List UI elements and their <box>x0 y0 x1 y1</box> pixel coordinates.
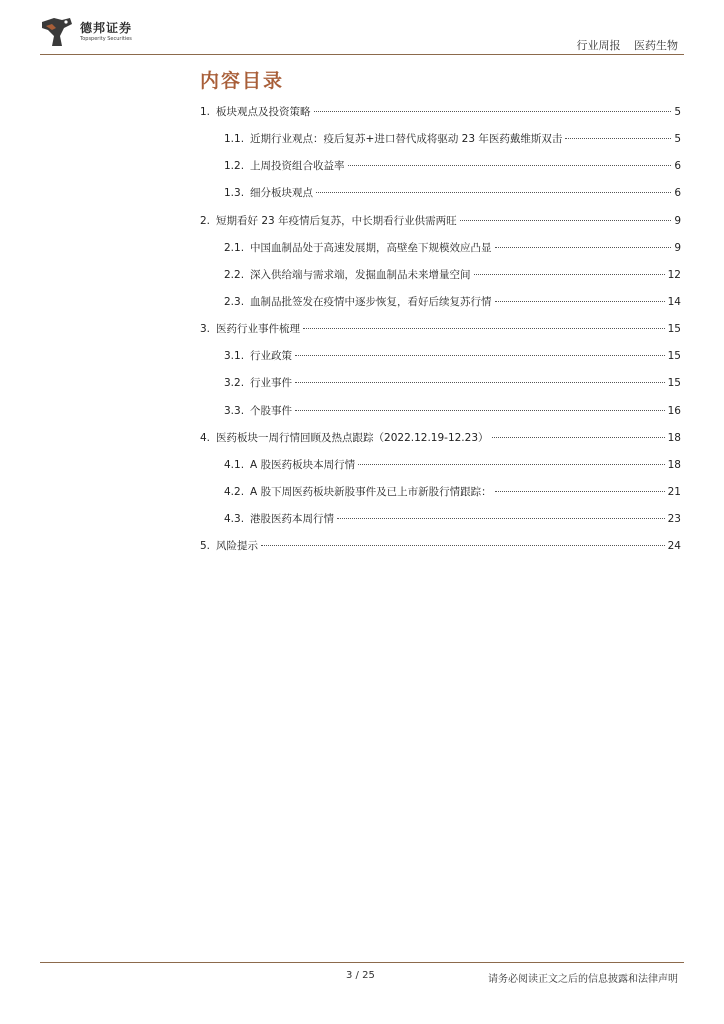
toc-entry-page: 15 <box>667 377 681 390</box>
toc-leader-dots <box>495 301 665 302</box>
toc-leader-dots <box>316 192 671 193</box>
table-of-contents <box>200 104 681 565</box>
toc-entry[interactable] <box>200 430 681 457</box>
toc-entry-number: 1. <box>200 106 211 118</box>
toc-leader-dots <box>295 355 665 356</box>
toc-entry-page: 16 <box>667 404 681 417</box>
company-name-en: Topsperity Securities <box>80 36 132 42</box>
toc-entry-page: 18 <box>667 431 681 444</box>
toc-entry-title: A 股下周医药板块新股事件及已上市新股行情跟踪： <box>250 485 492 498</box>
toc-leader-dots <box>358 464 665 465</box>
toc-entry-title: 中国血制品处于高速发展期，高壁垒下规模效应凸显 <box>250 241 492 254</box>
toc-entry-number: 4. <box>200 431 211 444</box>
toc-entry-title: 近期行业观点：疫后复苏+进口替代成将驱动 23 年医药戴维斯双击 <box>250 133 563 146</box>
toc-entry-title: A 股医药板块本周行情 <box>250 458 356 471</box>
toc-entry-page: 21 <box>667 485 681 498</box>
company-logo-icon <box>40 16 74 48</box>
toc-leader-dots <box>295 382 665 383</box>
toc-entry-title: 个股事件 <box>250 404 293 417</box>
toc-entry-number: 4.2. <box>224 485 245 498</box>
toc-title: 内容目录 <box>200 70 285 92</box>
toc-leader-dots <box>314 111 672 112</box>
toc-entry[interactable] <box>200 511 681 538</box>
report-header <box>577 37 679 53</box>
toc-entry-title: 行业政策 <box>250 350 293 363</box>
toc-entry-page: 14 <box>667 295 681 308</box>
toc-leader-dots <box>492 437 665 438</box>
toc-entry[interactable] <box>200 213 681 240</box>
toc-entry[interactable] <box>200 348 681 375</box>
toc-entry-number: 3.3. <box>224 404 245 417</box>
toc-entry-number: 4.3. <box>224 513 245 526</box>
toc-entry-page: 24 <box>667 540 681 553</box>
toc-entry-number: 2.1. <box>224 241 245 254</box>
toc-entry-page: 5 <box>674 106 681 118</box>
toc-entry-title: 医药行业事件梳理 <box>216 323 301 336</box>
toc-entry-title: 短期看好 23 年疫情后复苏，中长期看行业供需两旺 <box>216 214 457 227</box>
company-name-cn: 德邦证券 <box>80 21 133 35</box>
toc-entry-page: 15 <box>667 323 681 336</box>
toc-leader-dots <box>565 138 671 139</box>
header-divider <box>40 54 684 55</box>
toc-entry[interactable] <box>200 294 681 321</box>
toc-entry[interactable] <box>200 403 681 430</box>
toc-entry-number: 4.1. <box>224 458 245 471</box>
report-sector: 医药生物 <box>634 39 678 52</box>
toc-entry-title: 风险提示 <box>216 540 259 553</box>
toc-entry[interactable] <box>200 185 681 212</box>
toc-entry[interactable] <box>200 158 681 185</box>
toc-leader-dots <box>474 274 665 275</box>
toc-entry-number: 5. <box>200 540 211 553</box>
toc-entry-page: 6 <box>674 160 681 173</box>
company-logo <box>40 14 140 50</box>
toc-entry[interactable] <box>200 240 681 267</box>
toc-entry-title: 行业事件 <box>250 377 293 390</box>
toc-leader-dots <box>495 247 672 248</box>
toc-entry-number: 2. <box>200 214 211 227</box>
toc-entry-page: 9 <box>674 214 681 227</box>
toc-entry-page: 15 <box>667 350 681 363</box>
toc-entry[interactable] <box>200 267 681 294</box>
toc-leader-dots <box>295 410 665 411</box>
toc-entry-number: 1.1. <box>224 133 245 146</box>
toc-entry-number: 1.2. <box>224 160 245 173</box>
toc-entry-title: 细分板块观点 <box>250 187 314 200</box>
toc-entry-number: 3.1. <box>224 350 245 363</box>
toc-entry-number: 2.2. <box>224 268 245 281</box>
toc-leader-dots <box>460 220 672 221</box>
toc-entry-number: 1.3. <box>224 187 245 200</box>
toc-leader-dots <box>348 165 672 166</box>
toc-entry[interactable] <box>200 321 681 348</box>
toc-entry-number: 2.3. <box>224 295 245 308</box>
toc-entry-title: 上周投资组合收益率 <box>250 160 345 173</box>
toc-entry[interactable] <box>200 538 681 565</box>
legal-disclaimer: 请务必阅读正文之后的信息披露和法律声明 <box>488 974 678 985</box>
toc-entry-page: 23 <box>667 513 681 526</box>
page-number: 3 / 25 <box>346 970 375 981</box>
toc-entry-page: 18 <box>667 458 681 471</box>
toc-entry[interactable] <box>200 484 681 511</box>
toc-entry-page: 6 <box>674 187 681 200</box>
toc-entry-title: 医药板块一周行情回顾及热点跟踪（2022.12.19-12.23） <box>216 431 489 444</box>
toc-entry-page: 5 <box>674 133 681 146</box>
toc-entry-number: 3.2. <box>224 377 245 390</box>
footer-divider <box>40 962 684 963</box>
toc-leader-dots <box>495 491 665 492</box>
toc-entry[interactable] <box>200 457 681 484</box>
toc-leader-dots <box>337 518 665 519</box>
toc-entry-title: 港股医药本周行情 <box>250 513 335 526</box>
toc-entry-number: 3. <box>200 323 211 336</box>
toc-entry-page: 9 <box>674 241 681 254</box>
toc-entry[interactable] <box>200 375 681 402</box>
toc-leader-dots <box>303 328 665 329</box>
toc-entry-title: 深入供给端与需求端，发掘血制品未来增量空间 <box>250 268 471 281</box>
toc-entry[interactable] <box>200 131 681 158</box>
toc-entry-page: 12 <box>667 268 681 281</box>
toc-entry[interactable] <box>200 104 681 131</box>
toc-leader-dots <box>261 545 665 546</box>
toc-entry-title: 血制品批签发在疫情中逐步恢复，看好后续复苏行情 <box>250 295 492 308</box>
toc-entry-title: 板块观点及投资策略 <box>216 106 311 118</box>
report-type: 行业周报 <box>576 39 621 52</box>
